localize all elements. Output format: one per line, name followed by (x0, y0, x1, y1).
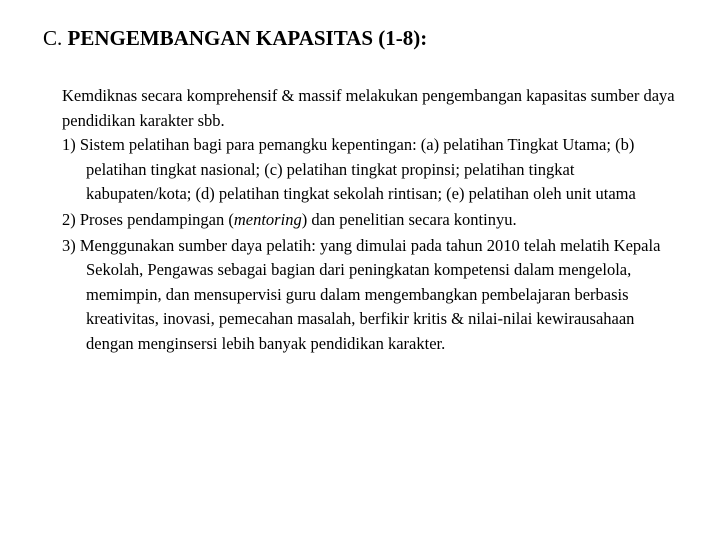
list-marker-2: 2) (62, 209, 76, 229)
slide-body (62, 84, 682, 358)
list-text-1: Sistem pelatihan bagi para pemangku kepentingan: (a) pelatihan Tingkat Utama; (b) pelatihan tingkat nasional; (c) pelatihan tingkat propinsi; pelatihan tingkat kabupaten/kota; (d) pelatihan tingkat sekolah rintisan; (e) pelatihan oleh unit utama (79, 135, 636, 204)
title-prefix: C. (43, 26, 63, 50)
list-text-2-before: Proses pendampingan ( (79, 209, 234, 229)
list-text-2-after: ) dan penelitian secara kontinyu. (301, 209, 517, 229)
list-item-3 (62, 234, 682, 357)
list-text-2-italic: mentoring (233, 209, 302, 229)
list-marker-3: 3) (62, 235, 76, 255)
slide-title (43, 24, 427, 52)
list-item-2 (62, 208, 682, 233)
intro-paragraph: Kemdiknas secara komprehensif & massif melakukan pengembangan kapasitas sumber daya pendidikan karakter sbb. (62, 86, 675, 130)
title-main: PENGEMBANGAN KAPASITAS (1-8): (67, 26, 428, 50)
list-marker-1: 1) (62, 135, 76, 155)
item-list (62, 133, 682, 356)
list-item-1 (62, 133, 682, 207)
list-text-3: Menggunakan sumber daya pelatih: yang dimulai pada tahun 2010 telah melatih Kepala Sekolah, Pengawas sebagai bagian dari peningkatan kompetensi dalam mengelola, memimpin, dan mensupervisi guru dalam mengembangkan pembelajaran berbasis kreativitas, inovasi, pemecahan masalah, berfikir kritis & nilai-nilai kewirausahaan dengan menginsersi lebih banyak pendidikan karakter. (79, 235, 661, 353)
